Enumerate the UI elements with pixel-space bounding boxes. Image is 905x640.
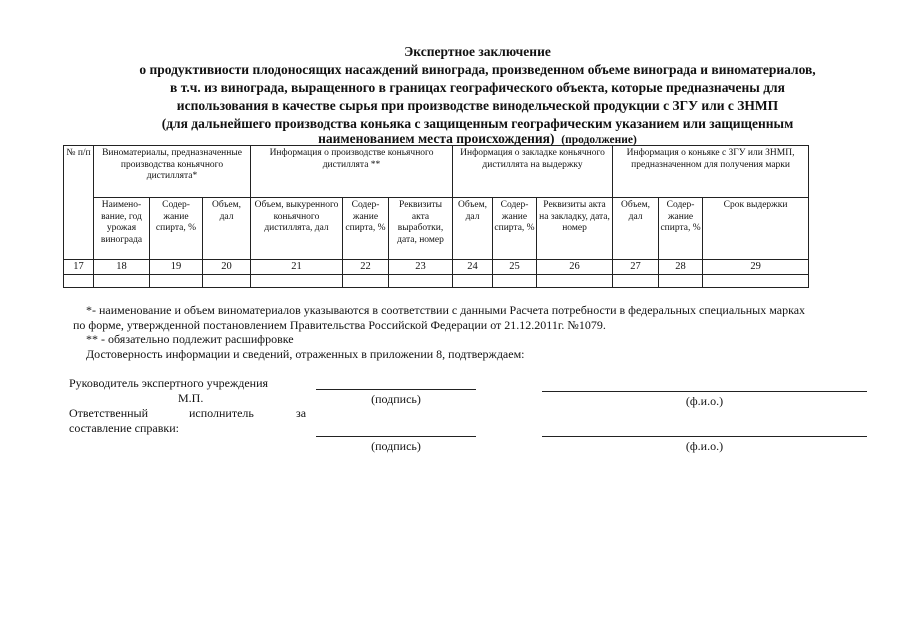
column-number: 29 (703, 260, 809, 275)
header-cognac-info: Информация о коньяке с ЗГУ или ЗНМП, предназначенном для получения марки (613, 146, 809, 198)
table-cell (94, 275, 150, 288)
signature-caption: (подпись) (371, 439, 421, 453)
fio-line (542, 436, 867, 437)
responsible-label-4: составление справки: (69, 421, 179, 435)
table-cell (493, 275, 537, 288)
subheader-cell: Наимено-вание, год урожая винограда (94, 198, 150, 260)
signature-line (316, 436, 476, 437)
responsible-label-1: Ответственный (69, 406, 149, 420)
column-number: 23 (389, 260, 453, 275)
column-number: 21 (251, 260, 343, 275)
subheader-cell: Содер-жание спирта, % (493, 198, 537, 260)
title-line6: наименованием места происхождения) (318, 131, 555, 146)
subheader-cell: Содер-жание спирта, % (659, 198, 703, 260)
table-cell (537, 275, 613, 288)
footnotes (73, 303, 876, 361)
subheader-cell: Объем, дал (613, 198, 659, 260)
seal-label: М.П. (178, 391, 204, 405)
responsible-label-3: за (296, 406, 307, 420)
column-number: 24 (453, 260, 493, 275)
subheader-cell: Срок выдержки (703, 198, 809, 260)
table-cell (203, 275, 251, 288)
column-number: 20 (203, 260, 251, 275)
fio-line (542, 391, 867, 392)
table-row (64, 275, 809, 288)
table-subheader-row (64, 198, 809, 260)
table-cell (453, 275, 493, 288)
responsible-label-2: исполнитель (189, 406, 254, 420)
table-cell (389, 275, 453, 288)
title-line: о продуктивиости плодоносящих насаждений винограда, произведенном объеме винограда и виноматериалов, (139, 62, 816, 77)
header-wine-materials: Виноматериалы, предназначенные производства коньячного дистиллята* (94, 146, 251, 198)
subheader-cell: Содер-жание спирта, % (343, 198, 389, 260)
table-header-row (64, 146, 809, 198)
table-cell (64, 275, 94, 288)
head-label: Руководитель экспертного учреждения (69, 376, 269, 390)
title-line: Экспертное заключение (404, 44, 551, 59)
subheader-cell: Объем, дал (203, 198, 251, 260)
header-distillate-aging: Информация о закладке коньячного дистиллята на выдержку (453, 146, 613, 198)
subheader-cell: Реквизиты акта на закладку, дата, номер (537, 198, 613, 260)
title-line: (для дальнейшего производства коньяка с защищенным географическим указанием или защищенным (161, 116, 794, 131)
column-number: 26 (537, 260, 613, 275)
fio-caption: (ф.и.о.) (685, 439, 724, 453)
data-table (63, 145, 809, 288)
footnote-1: *- наименование и объем виноматериалов указываются в соответствии с данными Расчета потребности в федеральных специальных марках (86, 303, 806, 317)
table-cell (150, 275, 203, 288)
subheader-cell: Содер-жание спирта, % (150, 198, 203, 260)
subheader-cell: Объем, дал (453, 198, 493, 260)
title-line: в т.ч. из винограда, выращенного в границах географического объекта, которые предназначены для (170, 80, 785, 95)
confirmation-text: Достоверность информации и сведений, отраженных в приложении 8, подтверждаем: (86, 346, 525, 361)
column-number: 22 (343, 260, 389, 275)
subheader-cell: Реквизиты акта выработки, дата, номер (389, 198, 453, 260)
header-number: № п/п (64, 146, 94, 260)
column-number: 27 (613, 260, 659, 275)
table-cell (703, 275, 809, 288)
signature-line (316, 389, 476, 390)
column-number: 25 (493, 260, 537, 275)
signature-caption: (подпись) (371, 392, 421, 406)
table-cell (613, 275, 659, 288)
table-cell (343, 275, 389, 288)
column-number: 18 (94, 260, 150, 275)
column-number: 17 (64, 260, 94, 275)
column-number: 28 (659, 260, 703, 275)
fio-caption: (ф.и.о.) (685, 394, 724, 408)
continuation-label: (продолжение) (561, 134, 637, 146)
table-cell (251, 275, 343, 288)
footnote-1-continued: по форме, утвержденной постановлением Правительства Российской Федерации от 21.12.2011г. №1079. (73, 317, 606, 332)
table-cell (659, 275, 703, 288)
title-line: использования в качестве сырья при производстве винодельческой продукции с ЗГУ или с ЗНМП (176, 98, 779, 113)
column-number-row (64, 260, 809, 275)
header-distillate-production: Информация о производстве коньячного дистиллята ** (251, 146, 453, 198)
column-number: 19 (150, 260, 203, 275)
subheader-cell: Объем, выкуренного коньячного дистиллята, дал (251, 198, 343, 260)
footnote-2: ** - обязательно подлежит расшифровке (86, 332, 294, 346)
